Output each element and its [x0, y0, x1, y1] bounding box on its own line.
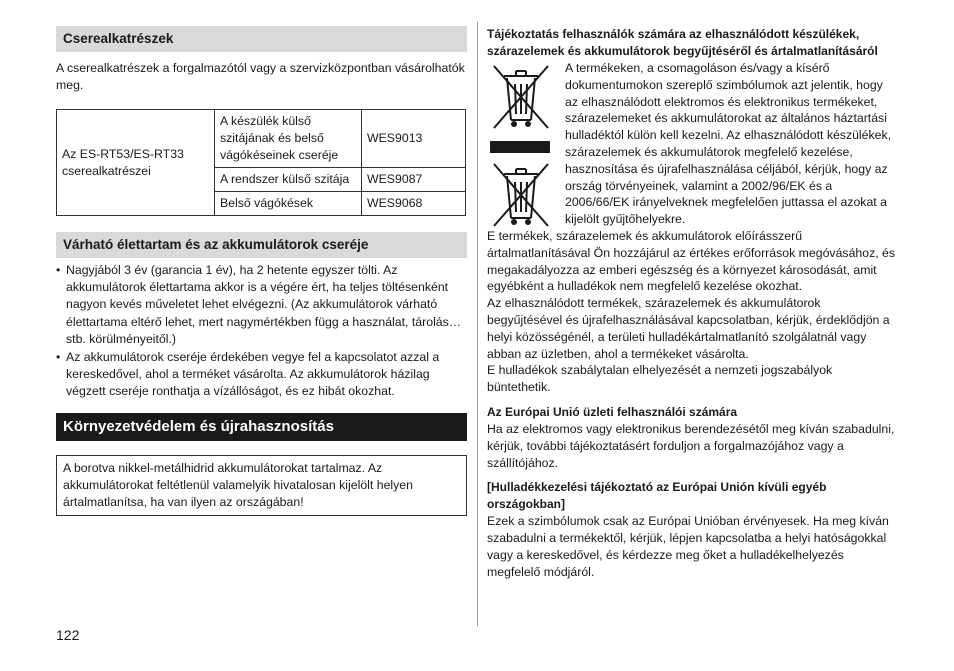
- non-eu-text: Ezek a szimbólumok csak az Európai Unióban érvényesek. Ha meg kíván szabadulni a termékektől, kérjük, lépjen kapcsolatba a helyi hatóságokkal vagy a kereskedővel, és kérdezze meg őket a hulladékelhelyezés megfelelő módjáról.: [487, 514, 889, 579]
- disposal-info-heading: Tájékoztatás felhasználók számára az elhasználódott készülékek, szárazelemek és akkumulátorok begyűjtéséről és ártalmatlanításáról: [487, 27, 878, 58]
- table-row: [57, 110, 466, 168]
- section-title-environment: Környezetvédelem és újrahasznosítás: [56, 413, 467, 441]
- table-code-cell: WES9068: [362, 192, 466, 216]
- list-item: • Az akkumulátorok cseréje érdekében vegye fel a kapcsolatot azzal a kereskedővel, ahol a terméket vásárolta. Az akkumulátorok házilag végzett cseréje ronthatja a vízállóságot, és ez hibát okozhat.: [56, 349, 467, 401]
- list-item: • Nagyjából 3 év (garancia 1 év), ha 2 hetente egyszer tölti. Az akkumulátorok élettartama akkor is a végére ért, ha teljes töltésenként nagyon kevés műveletet lehet elvégezni. (Az akkumulátorok várható élettartama eltérő lehet, mert nagymértékben függ a használat, tárolás… stb. körülményeitől.): [56, 262, 467, 348]
- table-part-cell: A készülék külső szitájának és belső vágókéseinek cseréje: [215, 110, 362, 168]
- crossed-bin-icon: [490, 160, 552, 230]
- black-bar-icon: [490, 141, 550, 153]
- non-eu-heading: [Hulladékkezelési tájékoztató az Európai Unión kívüli egyéb országokban]: [487, 480, 827, 512]
- replacement-parts-text: A cserealkatrészek a forgalmazótól vagy a szervizközpontban vásárolhatók meg.: [56, 61, 465, 92]
- table-part-cell: Belső vágókések: [215, 192, 362, 216]
- column-divider: [477, 22, 478, 626]
- right-column: [487, 26, 899, 581]
- eu-business-heading: Az Európai Unió üzleti felhasználói számára: [487, 404, 738, 419]
- section-title-battery-life: Várható élettartam és az akkumulátorok cseréje: [56, 232, 467, 258]
- table-part-cell: A rendszer külső szitája: [215, 168, 362, 192]
- environment-notice-box: A borotva nikkel-metálhidrid akkumulátorokat tartalmaz. Az akkumulátorokat feltétlenül valamelyik hivatalosan kijelölt helyen ártalmatlanítsa, ha van ilyen az országában!: [56, 455, 467, 516]
- symbols-explanation-text: A termékeken, a csomagoláson és/vagy a kísérő dokumentumokon szereplő szimbólumok azt jelentik, hogy az elhasználódott elektromos és elektronikus termékeket, szárazelemeket és akkumulátorokat az általános háztartási hulladéktól külön kell kezelni. Az elhasználódott készülékek, szárazelemek és akkumulátorok megfelelő kezelése, hasznosítása és újrafelhasználása céljából, kérjük, hogy az ország törvényeinek, valamint a 2002/96/EK és a 2006/66/EK irányelveknek megfelelően juttassa el azokat a kijelölt gyűjtőhelyekre.: [565, 61, 892, 227]
- section-title-replacement-parts: Cserealkatrészek: [56, 26, 467, 52]
- eu-business-text: Ha az elektromos vagy elektronikus berendezésétől meg kíván szabadulni, kérjük, további tájékoztatásért forduljon a forgalmazójához vagy a szállítójához.: [487, 421, 895, 470]
- page-number: 122: [56, 627, 80, 643]
- replacement-parts-table: [56, 109, 466, 216]
- table-label-cell: Az ES-RT53/ES-RT33 cserealkatrészei: [57, 110, 215, 216]
- disposal-paragraph: E hulladékok szabálytalan elhelyezését a nemzeti jogszabályok büntethetik.: [487, 363, 833, 395]
- battery-bullet-list: [56, 262, 467, 401]
- left-column: [56, 26, 467, 516]
- weee-symbols-area: [487, 60, 899, 228]
- table-code-cell: WES9087: [362, 168, 466, 192]
- table-code-cell: WES9013: [362, 110, 466, 168]
- disposal-paragraph: Az elhasználódott termékek, szárazelemek és akkumulátorok begyűjtésével és újrafelhasználásával kapcsolatban, kérjük, érdeklődjön a helyi közösségénél, a területi hulladékártalmatlanító szolgálatnál vagy abban az üzletben, ahol a termékeket vásárolta.: [487, 296, 890, 361]
- disposal-paragraph: E termékek, szárazelemek és akkumulátorok előírásszerű ártalmatlanításával Ön hozzájárul az értékes erőforrások megóvásához, és megakadályozza az emberi egészség és a környezet károsodását, amit egyébként a hulladékok nem megfelelő kezelése okozhat.: [487, 228, 896, 294]
- crossed-bin-icon: [490, 62, 552, 132]
